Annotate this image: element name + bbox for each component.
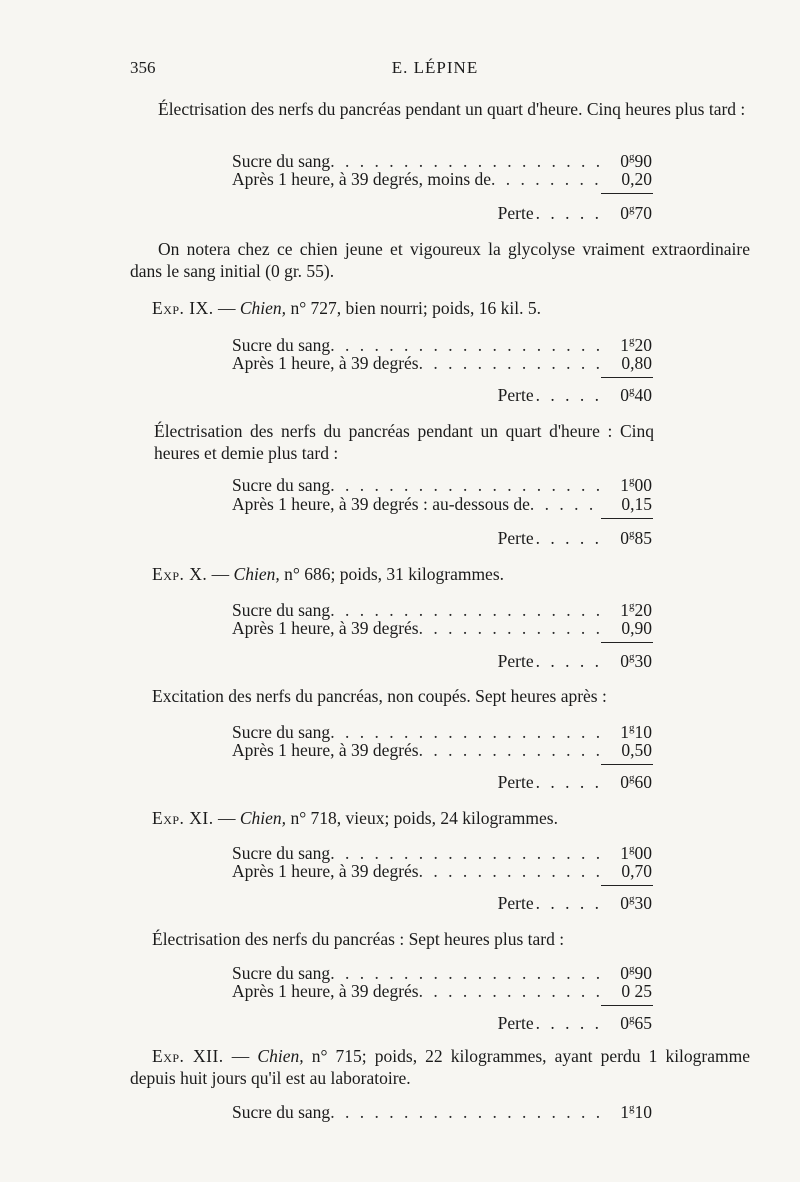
sum-rule [601, 642, 653, 643]
paragraph-electrisation-2: Électrisation des nerfs du pancréas pendant un quart d'heure : Cinq heures et demie plus tard : [154, 421, 654, 463]
row-sucre-du-sang: Sucre du sang . . . 1$^g$20 [232, 330, 652, 352]
row-apres-1-heure: Après 1 heure, à 39 degrés : au-dessous de . . . 0,15 [232, 493, 652, 515]
row-apres-1-heure: Après 1 heure, à 39 degrés . . . 0,70 [232, 860, 652, 882]
paragraph-glycolyse: On notera chez ce chien jeune et vigoureux la glycolyse vraiment extraordinaire dans le sang initial (0 gr. 55). [130, 239, 750, 281]
sum-rule [601, 518, 653, 519]
page-header [130, 58, 740, 82]
experiment-heading-ix: Exp. IX. — Chien, n° 727, bien nourri; poids, 16 kil. 5. [152, 298, 541, 318]
row-sucre-du-sang: Sucre du sang . . . 0$^g$90 [232, 146, 652, 168]
paragraph-electrisation-1: Électrisation des nerfs du pancréas pendant un quart d'heure. Cinq heures plus tard : [158, 99, 746, 119]
sum-rule [601, 1005, 653, 1006]
row-perte: Perte . . . . . 0$^g$30 [497, 650, 652, 671]
sum-rule [601, 764, 653, 765]
row-perte: Perte . . . . . 0$^g$70 [497, 202, 652, 223]
row-perte: Perte . . . . . 0$^g$60 [497, 771, 652, 792]
row-apres-1-heure: Après 1 heure, à 39 degrés . . . 0,50 [232, 739, 652, 761]
row-apres-1-heure: Après 1 heure, à 39 degrés, moins de . . . 0,20 [232, 168, 652, 190]
row-perte: Perte . . . . . 0$^g$65 [497, 1012, 652, 1033]
row-perte: Perte . . . . . 0$^g$30 [497, 892, 652, 913]
paragraph-excitation: Excitation des nerfs du pancréas, non coupés. Sept heures après : [152, 686, 607, 706]
experiment-heading-xi: Exp. XI. — Chien, n° 718, vieux; poids, 24 kilogrammes. [152, 808, 558, 828]
row-apres-1-heure: Après 1 heure, à 39 degrés . . . 0,80 [232, 352, 652, 374]
row-sucre-du-sang: Sucre du sang . . . 1$^g$00 [232, 470, 652, 492]
row-apres-1-heure: Après 1 heure, à 39 degrés . . . 0,90 [232, 617, 652, 639]
experiment-heading-xii: Exp. XII. — Chien, n° 715; poids, 22 kilogrammes, ayant perdu 1 kilogramme depuis huit jours qu'il est au laboratoire. [130, 1046, 750, 1088]
row-sucre-du-sang: Sucre du sang . . . 1$^g$00 [232, 838, 652, 860]
row-sucre-du-sang: Sucre du sang . . . 1$^g$10 [232, 717, 652, 739]
row-perte: Perte . . . . . 0$^g$85 [497, 527, 652, 548]
row-perte: Perte . . . . . 0$^g$40 [497, 384, 652, 405]
paragraph-electrisation-3: Électrisation des nerfs du pancréas : Sept heures plus tard : [152, 929, 565, 949]
row-sucre-du-sang: Sucre du sang . . . 0$^g$90 [232, 958, 652, 980]
row-sucre-du-sang: Sucre du sang . . . 1$^g$20 [232, 595, 652, 617]
row-apres-1-heure: Après 1 heure, à 39 degrés . . . 0 25 [232, 980, 652, 1002]
row-sucre-du-sang: Sucre du sang . . . 1$^g$10 [232, 1097, 652, 1119]
sum-rule [601, 377, 653, 378]
running-head: E. LÉPINE [391, 58, 479, 77]
sum-rule [601, 885, 653, 886]
experiment-heading-x: Exp. X. — Chien, n° 686; poids, 31 kilogrammes. [152, 564, 505, 584]
page-number: 356 [130, 58, 156, 77]
sum-rule [601, 193, 653, 194]
